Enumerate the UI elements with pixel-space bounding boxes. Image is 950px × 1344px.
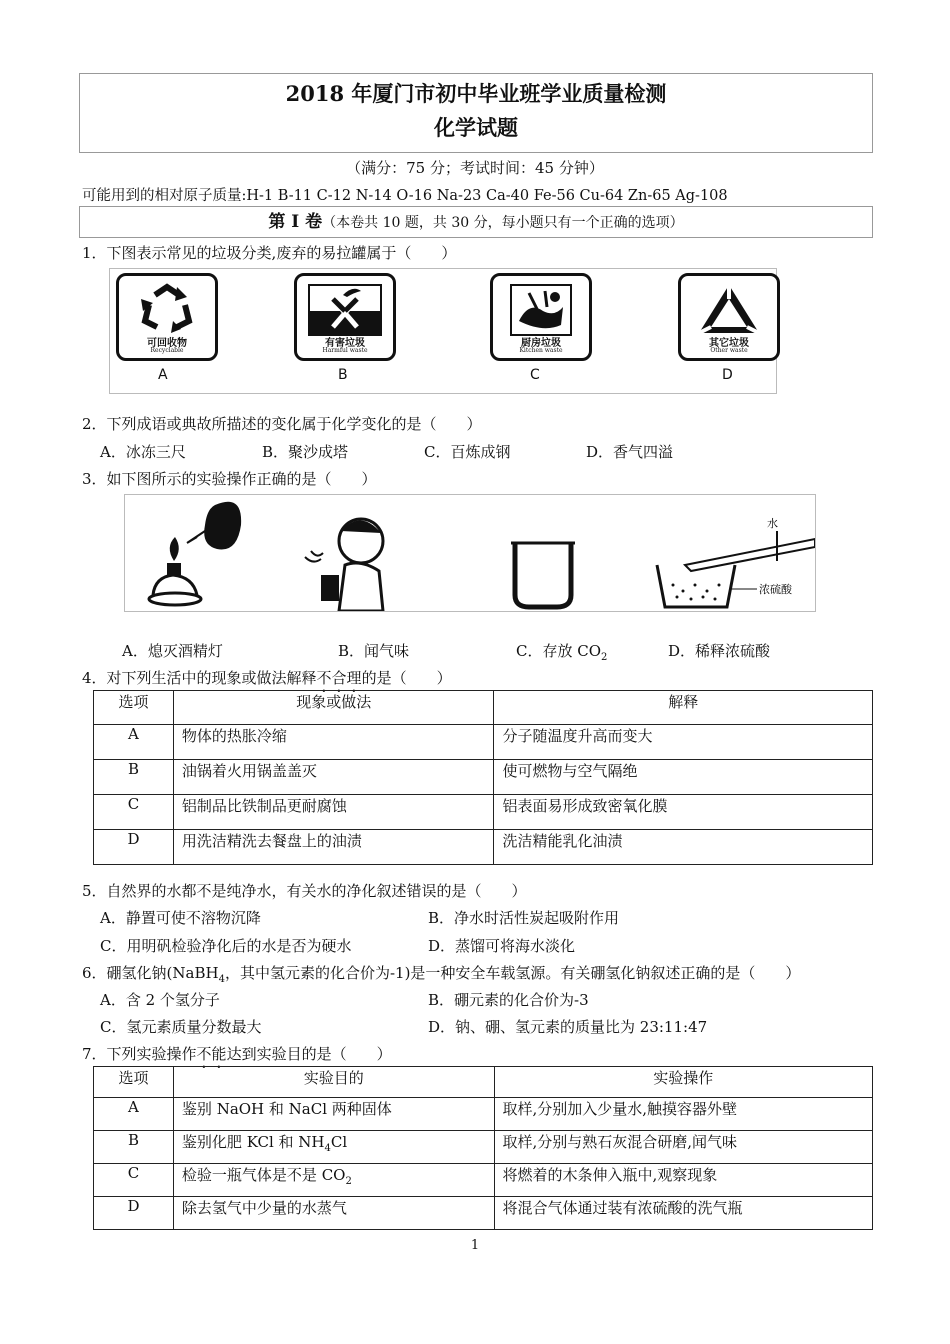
q2-option-a: A．冰冻三尺 bbox=[100, 443, 186, 461]
table-cell: 洗洁精能乳化油渍 bbox=[494, 830, 873, 865]
q2-option-b: B．聚沙成塔 bbox=[262, 443, 349, 461]
q4-stem-emphasis: 不合理 bbox=[316, 669, 362, 687]
section-note: （本卷共 10 题，共 30 分，每小题只有一个正确的选项） bbox=[322, 215, 684, 231]
table-row bbox=[94, 830, 873, 865]
gas-jar-icon bbox=[511, 543, 575, 607]
header-cell: 解释 bbox=[494, 691, 873, 725]
table-cell: 将燃着的木条伸入瓶中,观察现象 bbox=[494, 1164, 872, 1197]
page-number: 1 bbox=[470, 1238, 480, 1253]
table-cell: B bbox=[94, 760, 174, 795]
q6-stem-pre: 6．硼氢化钠(NaBH bbox=[82, 964, 219, 982]
bin-d-cn: 其它垃圾 bbox=[709, 338, 749, 349]
q5-stem: 5．自然界的水都不是纯净水，有关水的净化叙述错误的是（ ） bbox=[82, 882, 527, 900]
other-waste-icon bbox=[687, 281, 771, 337]
bin-b-en: Harmful waste bbox=[322, 347, 368, 354]
q4-table bbox=[93, 690, 873, 865]
header-cell: 选项 bbox=[94, 691, 174, 725]
recycle-icon bbox=[125, 281, 209, 337]
table-cell: 铝表面易形成致密氧化膜 bbox=[494, 795, 873, 830]
table-cell: C bbox=[94, 1164, 174, 1197]
table-header-row bbox=[94, 691, 873, 725]
table-cell: D bbox=[94, 830, 174, 865]
q6-option-d: D．钠、硼、氢元素的质量比为 23:11:47 bbox=[428, 1018, 708, 1036]
q5-option-a: A．静置可使不溶物沉降 bbox=[100, 909, 261, 927]
q3-option-a: A．熄灭酒精灯 bbox=[122, 642, 223, 660]
table-row bbox=[94, 1164, 873, 1197]
table-cell: A bbox=[94, 725, 174, 760]
table-cell: 取样,分别与熟石灰混合研磨,闻气味 bbox=[494, 1131, 872, 1164]
q2-option-d: D．香气四溢 bbox=[586, 443, 674, 461]
bin-kitchen bbox=[490, 273, 592, 361]
q7-stem-emphasis: 不能 bbox=[196, 1045, 227, 1063]
header-cell: 现象或做法 bbox=[173, 691, 494, 725]
table-cell bbox=[173, 1164, 494, 1197]
q7-stem-post: 达到实验目的是（ ） bbox=[226, 1045, 392, 1063]
q1-stem: 1．下图表示常见的垃圾分类,废弃的易拉罐属于（ ） bbox=[82, 244, 457, 262]
q7-table bbox=[93, 1066, 873, 1230]
q6-stem bbox=[82, 962, 800, 985]
acid-label: 浓硫酸 bbox=[759, 583, 792, 596]
exam-info: （满分：75 分；考试时间：45 分钟） bbox=[346, 159, 604, 177]
bin-b-letter: B bbox=[338, 367, 348, 383]
q3-option-c-text: C．存放 CO bbox=[516, 642, 602, 660]
q3-option-c-sub: 2 bbox=[601, 652, 608, 663]
water-label: 水 bbox=[767, 517, 778, 530]
bin-harmful bbox=[294, 273, 396, 361]
q3-option-d: D．稀释浓硫酸 bbox=[668, 642, 771, 660]
table-cell: 使可燃物与空气隔绝 bbox=[494, 760, 873, 795]
q6-stem-post: ，其中氢元素的化合价为-1)是一种安全车载氢源。有关硼氢化钠叙述正确的是（ ） bbox=[224, 964, 801, 982]
harmful-icon bbox=[303, 281, 387, 337]
person-smelling-icon bbox=[305, 519, 383, 611]
table-row bbox=[94, 795, 873, 830]
lab-operations-illustration bbox=[125, 495, 815, 611]
table-cell: 鉴别 NaOH 和 NaCl 两种固体 bbox=[173, 1098, 494, 1131]
table-cell: C bbox=[94, 795, 174, 830]
q6-option-c: C．氢元素质量分数最大 bbox=[100, 1018, 262, 1036]
bin-recyclable bbox=[116, 273, 218, 361]
q2-stem: 2．下列成语或典故所描述的变化属于化学变化的是（ ） bbox=[82, 415, 482, 433]
alcohol-lamp-icon bbox=[149, 537, 201, 605]
table-header-row bbox=[94, 1067, 873, 1098]
subject-title: 化学试题 bbox=[434, 115, 518, 140]
section-title: 第 Ⅰ 卷 bbox=[268, 212, 323, 232]
q5-option-b: B．净水时活性炭起吸附作用 bbox=[428, 909, 620, 927]
header-cell: 实验操作 bbox=[494, 1067, 872, 1098]
table-cell: 铝制品比铁制品更耐腐蚀 bbox=[173, 795, 494, 830]
table-cell: A bbox=[94, 1098, 174, 1131]
q3-option-c bbox=[516, 640, 607, 663]
table-cell: B bbox=[94, 1131, 174, 1164]
table-cell: 油锅着火用锅盖盖灭 bbox=[173, 760, 494, 795]
q5-option-d: D．蒸馏可将海水淡化 bbox=[428, 937, 576, 955]
table-cell: 取样,分别加入少量水,触摸容器外壁 bbox=[494, 1098, 872, 1131]
cell-text: 检验一瓶气体是不是 CO bbox=[181, 1166, 346, 1184]
bin-a-en: Recyclable bbox=[150, 347, 184, 354]
bin-a-cn: 可回收物 bbox=[147, 338, 187, 349]
bin-b-cn: 有害垃圾 bbox=[325, 338, 365, 349]
table-row bbox=[94, 1197, 873, 1230]
table-row bbox=[94, 1131, 873, 1164]
exam-title: 2018 年厦门市初中毕业班学业质量检测 bbox=[285, 81, 667, 106]
table-cell: 除去氢气中少量的水蒸气 bbox=[173, 1197, 494, 1230]
q3-stem: 3．如下图所示的实验操作正确的是（ ） bbox=[82, 470, 377, 488]
table-row bbox=[94, 1098, 873, 1131]
cell-tail: Cl bbox=[330, 1133, 348, 1151]
cell-text: 鉴别化肥 KCl 和 NH bbox=[181, 1133, 325, 1151]
q6-option-a: A．含 2 个氢分子 bbox=[100, 991, 220, 1009]
table-row bbox=[94, 760, 873, 795]
cell-sub: 2 bbox=[345, 1176, 352, 1187]
q4-stem-pre: 4．对下列生活中的现象或做法解释 bbox=[82, 669, 317, 687]
q7-stem-pre: 7．下列实验操作 bbox=[82, 1045, 197, 1063]
table-cell: 物体的热胀冷缩 bbox=[173, 725, 494, 760]
table-cell: 用洗洁精洗去餐盘上的油渍 bbox=[173, 830, 494, 865]
kitchen-icon bbox=[499, 281, 583, 337]
q1-figure bbox=[109, 268, 777, 394]
section-header bbox=[79, 206, 873, 238]
q3-figure bbox=[124, 494, 816, 612]
q5-option-c: C．用明矾检验净化后的水是否为硬水 bbox=[100, 937, 352, 955]
q6-option-b: B．硼元素的化合价为-3 bbox=[428, 991, 589, 1009]
atomic-masses: 可能用到的相对原子质量:H-1 B-11 C-12 N-14 O-16 Na-23 Ca-40 Fe-56 Cu-64 Zn-65 Ag-108 bbox=[82, 188, 728, 204]
title-box bbox=[79, 73, 873, 153]
bin-d-en: Other waste bbox=[710, 347, 748, 354]
bin-a-letter: A bbox=[158, 367, 168, 383]
q6-stem-sub: 4 bbox=[218, 974, 225, 985]
q2-option-c: C．百炼成钢 bbox=[424, 443, 511, 461]
bin-d-letter: D bbox=[722, 367, 733, 383]
table-row bbox=[94, 725, 873, 760]
q4-stem-post: 的是（ ） bbox=[361, 669, 452, 687]
cell-sub: 4 bbox=[324, 1143, 331, 1154]
bin-c-cn: 厨房垃圾 bbox=[521, 338, 561, 349]
bin-c-letter: C bbox=[530, 367, 540, 383]
header-cell: 选项 bbox=[94, 1067, 174, 1098]
table-cell: D bbox=[94, 1197, 174, 1230]
table-cell bbox=[173, 1131, 494, 1164]
person-blowing-icon bbox=[187, 502, 241, 550]
bin-c-en: Kitchen waste bbox=[519, 347, 563, 354]
table-cell: 将混合气体通过装有浓硫酸的洗气瓶 bbox=[494, 1197, 872, 1230]
table-cell: 分子随温度升高而变大 bbox=[494, 725, 873, 760]
q3-option-b: B．闻气味 bbox=[338, 642, 410, 660]
header-cell: 实验目的 bbox=[173, 1067, 494, 1098]
bin-other bbox=[678, 273, 780, 361]
